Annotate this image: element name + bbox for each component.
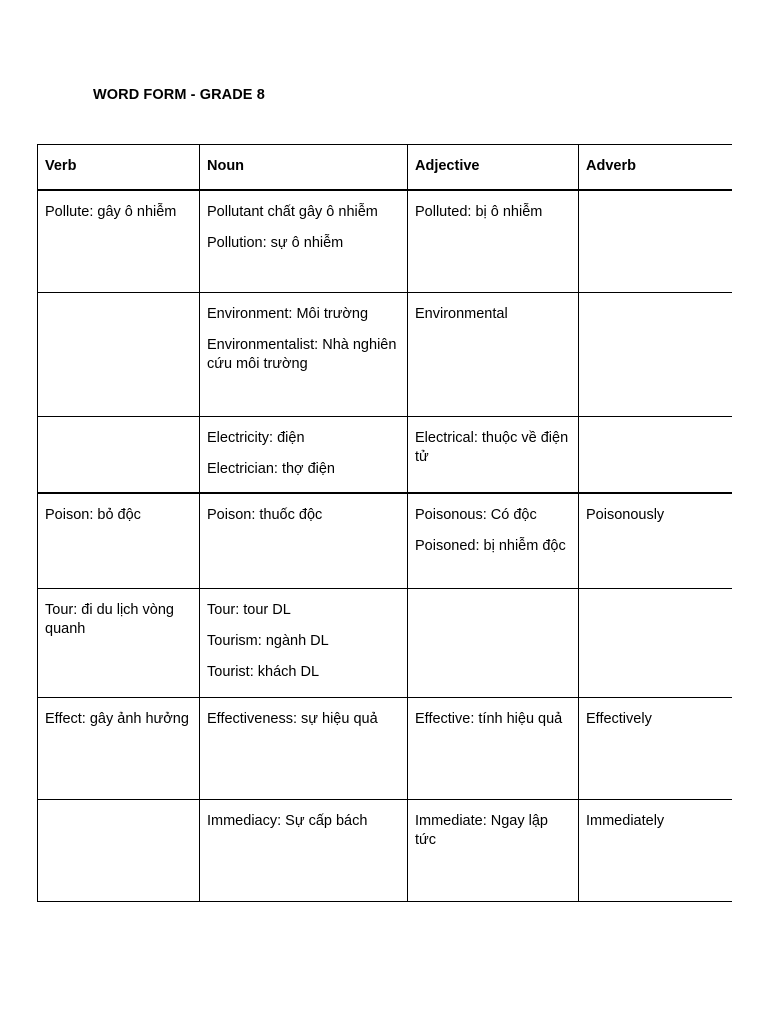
table-row — [38, 190, 732, 293]
noun-cell — [200, 293, 408, 417]
adverb-cell — [579, 698, 732, 800]
table-row — [38, 800, 732, 902]
noun-entry: Tour: tour DL — [207, 602, 291, 618]
verb-cell — [38, 417, 200, 494]
adjective-cell — [408, 589, 579, 698]
noun-cell — [200, 698, 408, 800]
noun-entry: Immediacy: Sự cấp bách — [207, 813, 368, 829]
noun-entry: Environment: Môi trường — [207, 306, 369, 322]
adjective-entry: Effective: tính hiệu quả — [415, 711, 563, 727]
adverb-cell — [579, 293, 732, 417]
verb-cell — [38, 800, 200, 902]
adjective-cell — [408, 417, 579, 494]
noun-entry: Tourism: ngành DL — [207, 633, 329, 649]
noun-cell — [200, 190, 408, 293]
noun-cell — [200, 493, 408, 589]
table-row — [38, 698, 732, 800]
verb-cell — [38, 589, 200, 698]
noun-entry: Tourist: khách DL — [207, 664, 320, 680]
adverb-cell — [579, 190, 732, 293]
header-adverb: Adverb — [579, 145, 732, 191]
table-header-row — [38, 145, 732, 191]
verb-cell — [38, 293, 200, 417]
verb-cell — [38, 493, 200, 589]
adjective-entry: Electrical: thuộc về điện tử — [415, 430, 569, 465]
adjective-cell — [408, 190, 579, 293]
verb-cell — [38, 190, 200, 293]
verb-entry: Poison: bỏ độc — [45, 507, 141, 523]
noun-entry: Effectiveness: sự hiệu quả — [207, 711, 378, 727]
adjective-entry: Poisoned: bị nhiễm độc — [415, 538, 566, 554]
adjective-cell — [408, 493, 579, 589]
noun-entry: Pollutant chất gây ô nhiễm — [207, 204, 378, 220]
header-adjective: Adjective — [408, 145, 579, 191]
adjective-entry: Immediate: Ngay lập tức — [415, 813, 548, 848]
adjective-cell — [408, 800, 579, 902]
adverb-cell — [579, 493, 732, 589]
table-row — [38, 589, 732, 698]
adverb-entry: Immediately — [586, 813, 665, 829]
adverb-cell — [579, 589, 732, 698]
verb-entry: Effect: gây ảnh hưởng — [45, 711, 189, 727]
noun-entry: Electrician: thợ điện — [207, 461, 335, 477]
verb-cell — [38, 698, 200, 800]
header-noun: Noun — [200, 145, 408, 191]
noun-cell — [200, 417, 408, 494]
word-form-table — [37, 144, 732, 902]
noun-entry: Pollution: sự ô nhiễm — [207, 235, 344, 251]
adjective-cell — [408, 293, 579, 417]
noun-entry: Environmentalist: Nhà nghiên cứu môi trường — [207, 337, 397, 372]
adjective-cell — [408, 698, 579, 800]
table-row — [38, 417, 732, 494]
noun-entry: Electricity: điện — [207, 430, 305, 446]
adjective-entry: Poisonous: Có độc — [415, 507, 537, 523]
adverb-entry: Effectively — [586, 711, 652, 727]
adjective-entry: Polluted: bị ô nhiễm — [415, 204, 543, 220]
adverb-entry: Poisonously — [586, 507, 665, 523]
verb-entry: Tour: đi du lịch vòng quanh — [45, 602, 174, 637]
header-verb: Verb — [38, 145, 200, 191]
adverb-cell — [579, 417, 732, 494]
table-row — [38, 293, 732, 417]
verb-entry: Pollute: gây ô nhiễm — [45, 204, 177, 220]
page-title: WORD FORM - GRADE 8 — [93, 87, 265, 103]
noun-entry: Poison: thuốc độc — [207, 507, 323, 523]
noun-cell — [200, 589, 408, 698]
adjective-entry: Environmental — [415, 306, 508, 322]
table-row — [38, 493, 732, 589]
adverb-cell — [579, 800, 732, 902]
noun-cell — [200, 800, 408, 902]
